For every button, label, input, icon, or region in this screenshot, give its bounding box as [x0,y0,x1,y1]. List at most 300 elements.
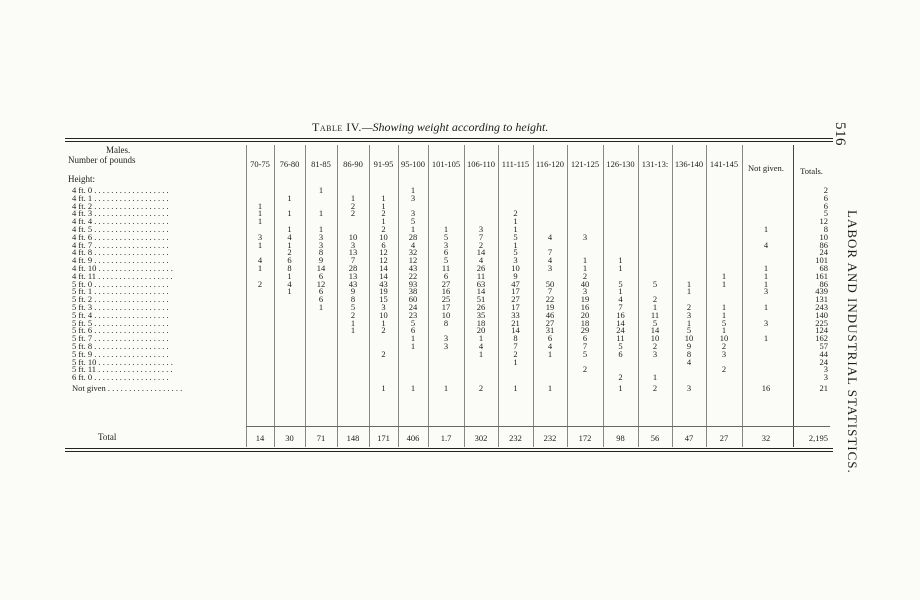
table-cell: 14 [511,325,520,336]
table-cell: 1 [547,348,553,359]
table-cell: 19 [580,294,590,305]
table-cell: 3 [478,224,484,234]
table-cell: 1 [410,341,416,351]
total-cell: 27 [719,433,729,443]
table-cell: 1 [318,208,324,219]
table-cell: 2 [257,278,263,289]
row-label: 5 ft. 9 . . . . . . . . . . . . . . . . . . [72,348,169,359]
table-cell: 10 [719,333,729,344]
table-cell: 1 [410,224,416,234]
table-cell: 46 [545,309,555,320]
table-cell: 1 [478,333,484,344]
table-cell: 5 [721,317,727,328]
table-cell: 10 [684,333,694,344]
table-cell: 50 [545,278,555,289]
table-cell: 4 [547,341,553,351]
table-cell: 20 [580,309,590,320]
table-cell: 5 [582,348,588,359]
table-cell: 25 [441,294,451,305]
table-cell: 3 [410,208,416,219]
column-header: Totals. [800,166,823,176]
table-cell: 44 [819,348,828,359]
row-label: 5 ft. 1 . . . . . . . . . . . . . . . . . . [72,286,169,297]
table-cell: 10 [441,309,451,320]
table-cell: 1 [350,325,356,336]
total-cell: 1.7 [440,433,452,443]
table-cell: 124 [815,325,828,336]
table-title-lead: Table IV. [312,120,362,134]
table-cell: 5 [618,278,623,289]
table-cell: 1 [763,224,769,234]
table-cell: 3 [652,348,658,359]
row-label: 5 ft. 5 . . . . . . . . . . . . . . . . . . [72,317,169,328]
table-cell: 7 [478,231,484,242]
total-cell: 14 [255,433,265,443]
table-cell: 5 [513,231,518,242]
column-header: 86-90 [343,159,363,169]
table-cell: 5 [652,317,658,328]
table-cell: 439 [815,286,828,297]
stub-header-pounds: Number of pounds [68,155,136,165]
table-cell: 225 [815,317,828,328]
row-label: 4 ft. 2 . . . . . . . . . . . . . . . . . . [72,200,169,211]
table-cell: 27 [441,278,451,289]
table-cell: 162 [815,333,828,344]
total-cell: 232 [509,433,522,443]
table-cell: 2 [478,383,484,393]
table-cell: 3 [350,239,356,250]
total-cell: 71 [316,433,326,443]
table-cell: 2 [513,348,518,359]
table-cell: 57 [819,341,828,351]
table-cell: 2 [381,208,386,219]
table-cell: 16 [761,383,771,393]
table-cell: 93 [408,278,418,289]
row-label: 5 ft. 8 . . . . . . . . . . . . . . . . . . [72,341,169,351]
table-cell: 24 [408,302,418,312]
table-cell: 1 [410,185,416,195]
table-cell: 1 [381,383,386,393]
column-divider [246,145,247,447]
row-label: 5 ft. 10 . . . . . . . . . . . . . . . . . . [72,356,173,367]
table-cell: 9 [318,255,324,266]
total-cell: 302 [474,433,488,443]
table-cell: 4 [478,255,484,266]
table-cell: 4 [478,341,484,351]
table-cell: 17 [441,302,451,312]
table-cell: 1 [513,356,518,367]
table-cell: 1 [381,216,386,227]
table-cell: 2 [823,185,828,195]
table-cell: 1 [763,278,769,289]
table-cell: 1 [287,208,292,219]
row-label: 5 ft. 0 . . . . . . . . . . . . . . . . . . [72,278,169,289]
table-cell: 27 [511,294,520,305]
table-cell: 9 [686,341,692,351]
table-cell: 1 [618,255,623,266]
table-cell: 1 [686,278,692,289]
row-label: 4 ft. 9 . . . . . . . . . . . . . . . . . . [72,255,169,266]
table-cell: 1 [287,224,292,234]
table-cell: 1 [618,263,623,273]
table-cell: 1 [257,216,263,227]
table-cell: 12 [316,278,326,289]
table-cell: 1 [381,200,386,211]
row-label: 5 ft. 3 . . . . . . . . . . . . . . . . . . [72,302,169,312]
row-label: 5 ft. 2 . . . . . . . . . . . . . . . . . . [72,294,169,305]
table-cell: 2 [582,364,588,375]
table-cell: 3 [443,333,449,344]
table-cell: 3 [721,348,727,359]
table-cell: 4 [763,239,769,250]
table-cell: 2 [652,383,658,393]
table-cell: 4 [547,255,553,266]
table-cell: 11 [650,309,660,320]
table-cell: 11 [616,333,625,344]
row-label: 4 ft. 11 . . . . . . . . . . . . . . . . . . [72,270,173,281]
row-label: 5 ft. 11 . . . . . . . . . . . . . . . . . . [72,364,173,375]
table-cell: 10 [511,263,520,273]
table-cell: 1 [257,200,263,211]
table-cell: 10 [379,231,388,242]
table-cell: 1 [287,239,292,250]
table-cell: 2 [582,270,588,281]
table-cell: 3 [410,192,416,203]
table-cell: 24 [616,325,625,336]
table-cell: 60 [408,294,418,305]
table-cell: 1 [721,302,727,312]
table-cell: 1 [381,317,386,328]
table-cell: 1 [547,383,553,393]
table-cell: 4 [410,239,416,250]
table-cell: 5 [350,302,356,312]
table-cell: 14 [379,263,388,273]
table-cell: 3 [823,372,828,383]
table-cell: 3 [686,309,692,320]
table-cell: 2 [381,325,386,336]
row-label: 5 ft. 4 . . . . . . . . . . . . . . . . . . [72,309,169,320]
table-cell: 4 [287,278,292,289]
table-cell: 7 [350,255,356,266]
table-cell: 26 [476,302,486,312]
table-cell: 5 [686,325,692,336]
table-cell: 12 [379,247,388,258]
table-cell: 43 [348,278,358,289]
table-cell: 3 [443,341,449,351]
table-cell: 18 [476,317,486,328]
row-label: 4 ft. 3 . . . . . . . . . . . . . . . . . . [72,208,169,219]
table-cell: 43 [379,278,388,289]
table-cell: 8 [443,317,449,328]
table-cell: 63 [476,278,486,289]
table-cell: 1 [721,325,727,336]
table-cell: 22 [545,294,555,305]
table-cell: 1 [763,302,769,312]
row-label: 5 ft. 7 . . . . . . . . . . . . . . . . . . [72,333,169,344]
row-label: 4 ft. 10 . . . . . . . . . . . . . . . . . . [72,263,173,273]
total-cell: 171 [377,433,390,443]
table-cell: 18 [580,317,590,328]
table-cell: 3 [318,231,324,242]
table-cell: 1 [410,333,416,344]
column-header: 116-120 [535,159,564,169]
table-cell: 8 [823,224,828,234]
total-label: Total [98,432,117,442]
table-cell: 13 [348,247,358,258]
table-cell: 6 [287,255,292,266]
table-cell: 1 [318,302,324,312]
column-header: 111-115 [501,159,530,169]
table-cell: 8 [318,247,324,258]
table-cell: 10 [348,231,358,242]
table-cell: 8 [350,294,356,305]
table-cell: 3 [381,302,386,312]
table-cell: 3 [763,286,769,297]
table-cell: 2 [686,302,692,312]
table-cell: 11 [441,263,451,273]
table-cell: 1 [513,239,518,250]
table-cell: 20 [476,325,486,336]
table-cell: 6 [443,247,449,258]
table-cell: 7 [582,341,588,351]
table-cell: 12 [819,216,828,227]
total-cell: 30 [285,433,294,443]
table-cell: 7 [513,341,518,351]
table-cell: 3 [686,383,692,393]
row-label: 4 ft. 5 . . . . . . . . . . . . . . . . . . [72,224,169,234]
table-cell: 16 [441,286,451,297]
table-cell: 19 [545,302,555,312]
table-cell: 10 [819,231,828,242]
table-cell: 86 [819,278,828,289]
table-cell: 14 [476,286,486,297]
column-header: 91-95 [373,159,394,169]
table-cell: 14 [476,247,486,258]
table-cell: 21 [511,317,520,328]
row-label: 4 ft. 1 . . . . . . . . . . . . . . . . . . [72,192,169,203]
table-cell: 1 [513,383,518,393]
column-header: 141-145 [709,159,739,169]
stub-header-height: Height: [68,174,95,184]
table-cell: 6 [443,270,449,281]
table-cell: 2 [381,224,386,234]
column-header: 121-125 [570,159,600,169]
table-cell: 1 [443,224,449,234]
table-cell: 29 [580,325,590,336]
table-cell: 5 [618,341,623,351]
table-cell: 2 [652,294,658,305]
table-cell: 2 [721,364,727,375]
table-cell: 1 [582,255,588,266]
table-cell: 131 [815,294,828,305]
table-cell: 1 [257,208,263,219]
table-cell: 9 [350,286,356,297]
table-cell: 21 [819,383,828,393]
table-cell: 86 [819,239,828,250]
table-cell: 28 [348,263,358,273]
table-cell: 1 [618,383,623,393]
table-cell: 101 [815,255,828,266]
total-cell: 32 [761,433,771,443]
table-cell: 1 [257,239,263,250]
table-cell: 243 [815,302,828,312]
table-cell: 22 [408,270,418,281]
total-cell: 148 [346,433,360,443]
column-header: 70-75 [250,159,270,169]
column-header: 106-110 [466,159,495,169]
table-cell: 4 [686,356,692,367]
table-cell: 1 [257,263,263,273]
table-cell: 1 [318,224,324,234]
row-label: 4 ft. 0 . . . . . . . . . . . . . . . . . . [72,185,169,195]
table-cell: 5 [652,278,658,289]
table-cell: 4 [287,231,292,242]
row-label: Not given . . . . . . . . . . . . . . . . . . [72,383,183,393]
total-cell: 47 [684,433,694,443]
table-cell: 47 [511,278,520,289]
table-cell: 1 [350,192,356,203]
table-cell: 1 [763,263,769,273]
column-header: 101-105 [431,159,461,169]
table-cell: 7 [547,247,553,258]
column-header: 136-140 [674,159,704,169]
total-rule [246,426,830,427]
table-cell: 6 [318,270,324,281]
running-head: LABOR AND INDUSTRIAL STATISTICS. [845,210,860,474]
table-cell: 6 [547,333,553,344]
row-label: 6 ft. 0 . . . . . . . . . . . . . . . . . . [72,372,169,383]
table-cell: 3 [547,263,553,273]
table-cell: 6 [582,333,588,344]
column-header: 131-13: [641,159,669,169]
table-cell: 14 [650,325,660,336]
stub-header-males: Males. [106,145,131,155]
table-cell: 12 [408,255,418,266]
table-cell: 1 [287,270,292,281]
table-cell: 6 [410,325,416,336]
table-cell: 2 [381,348,386,359]
row-label: 5 ft. 6 . . . . . . . . . . . . . . . . . . [72,325,169,336]
table-cell: 17 [511,302,520,312]
table-cell: 8 [513,333,518,344]
table-cell: 5 [823,208,828,219]
table-cell: 3 [763,317,769,328]
page-number: 516 [832,122,848,146]
table-cell: 16 [580,302,590,312]
total-cell: 98 [616,433,625,443]
table-cell: 4 [618,294,623,305]
table-cell: 24 [819,356,828,367]
table-cell: 31 [545,325,555,336]
column-header: 81-85 [311,159,331,169]
table-cell: 1 [350,317,356,328]
table-cell: 6 [318,286,324,297]
table-cell: 10 [650,333,660,344]
table-cell: 9 [513,270,518,281]
column-header: 126-130 [606,159,635,169]
table-cell: 2 [478,239,484,250]
column-divider [706,145,707,447]
total-cell: 172 [578,433,592,443]
table-cell: 1 [287,192,292,203]
table-cell: 8 [287,263,292,273]
table-cell: 27 [545,317,555,328]
table-cell: 51 [476,294,486,305]
table-cell: 23 [408,309,418,320]
table-cell: 68 [819,263,828,273]
column-header: 76-80 [279,159,300,169]
table-cell: 24 [819,247,828,258]
table-cell: 3 [582,231,588,242]
table-cell: 19 [379,286,388,297]
table-cell: 1 [478,348,484,359]
table-cell: 1 [318,185,324,195]
table-cell: 1 [513,224,518,234]
table-cell: 7 [547,286,553,297]
table-cell: 13 [348,270,358,281]
table-cell: 2 [721,341,727,351]
table-cell: 1 [763,270,769,281]
table-cell: 4 [547,231,553,242]
table-cell: 3 [823,364,828,375]
table-title-sub: —Showing weight according to height. [361,120,549,134]
table-cell: 2 [350,309,356,320]
table-cell: 38 [408,286,418,297]
table-cell: 2 [287,247,292,258]
table-cell: 6 [618,348,623,359]
total-cell: 56 [650,433,660,443]
table-cell: 16 [616,309,625,320]
table-cell: 161 [815,270,828,281]
table-cell: 5 [513,247,518,258]
table-cell: 6 [318,294,324,305]
table-cell: 4 [257,255,263,266]
table-cell: 1 [287,286,292,297]
table-cell: 6 [823,200,828,211]
table-cell: 14 [379,270,388,281]
table-cell: 10 [379,309,388,320]
table-cell: 1 [618,286,623,297]
table-cell: 1 [410,383,416,393]
row-label: 4 ft. 4 . . . . . . . . . . . . . . . . . . [72,216,169,227]
table-cell: 14 [616,317,625,328]
table-cell: 1 [513,216,518,227]
table-cell: 35 [476,309,486,320]
table-cell: 3 [582,286,588,297]
table-cell: 3 [513,255,518,266]
table-cell: 14 [316,263,326,273]
table-cell: 17 [511,286,520,297]
column-header: 95-100 [400,159,426,169]
row-label: 4 ft. 7 . . . . . . . . . . . . . . . . . . [72,239,169,250]
table-cell: 1 [686,286,692,297]
table-cell: 2 [350,200,356,211]
table-cell: 2 [618,372,623,383]
table-cell: 5 [410,216,416,227]
table-cell: 2 [652,341,658,351]
table-cell: 3 [318,239,324,250]
table-cell: 5 [443,231,449,242]
table-cell: 12 [379,255,388,266]
table-cell: 43 [408,263,418,273]
table-cell: 1 [686,317,692,328]
table-cell: 32 [408,247,418,258]
table-cell: 40 [580,278,590,289]
table-cell: 5 [410,317,416,328]
table-cell: 8 [686,348,692,359]
table-cell: 140 [815,309,828,320]
table-cell: 15 [379,294,388,305]
